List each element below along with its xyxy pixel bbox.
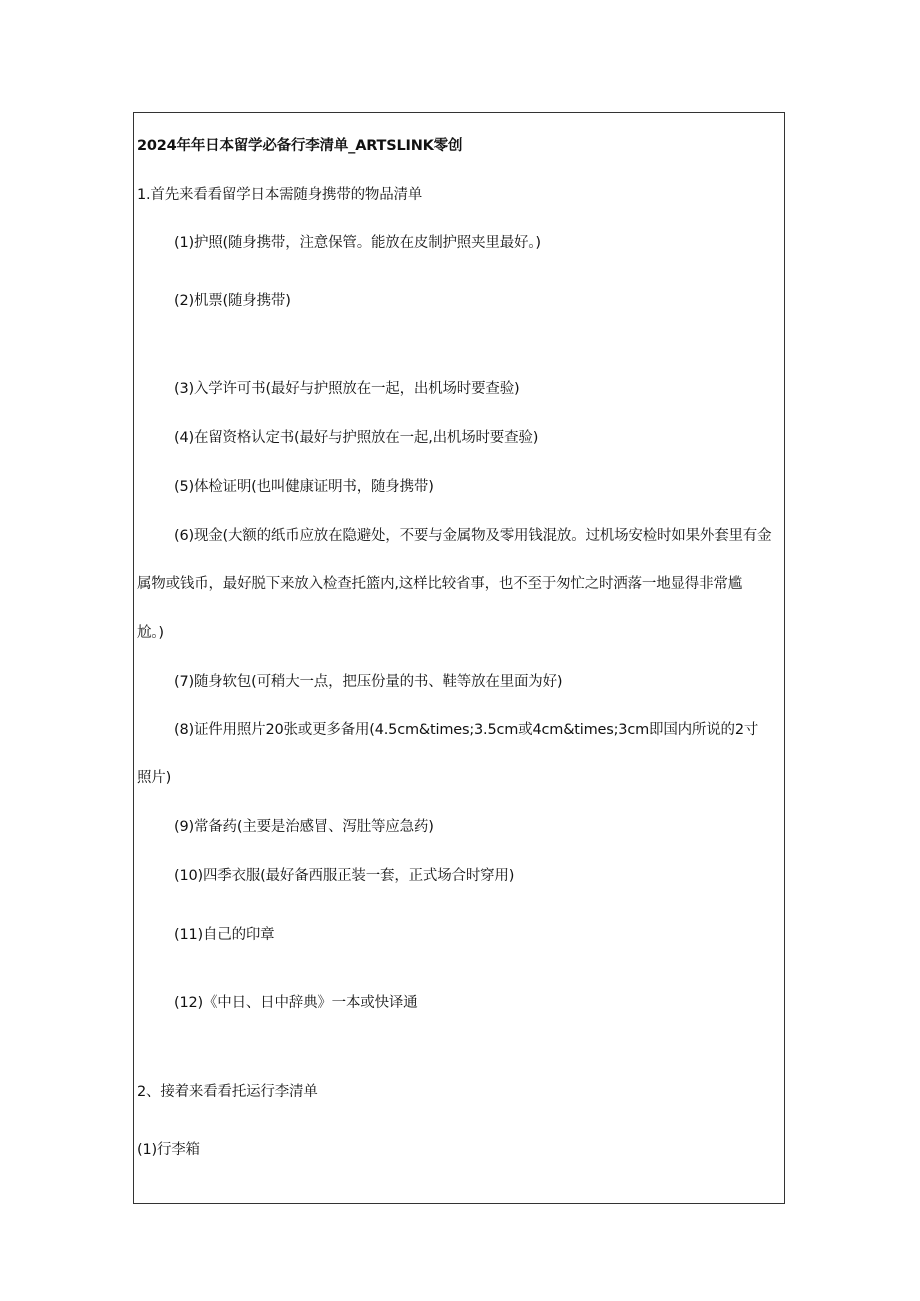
- list-item-dictionary: (12)《中日、日中辞典》一本或快译通: [174, 995, 418, 1011]
- list-item-photos-line1: (8)证件用照片20张或更多备用(4.5cm&times;3.5cm或4cm&times;3cm即国内所说的2寸: [174, 722, 759, 738]
- list-item-admission: (3)入学许可书(最好与护照放在一起，出机场时要查验): [174, 381, 520, 397]
- list-item-soft-bag: (7)随身软包(可稍大一点，把压份量的书、鞋等放在里面为好): [174, 674, 563, 690]
- list-item-seal: (11)自己的印章: [174, 927, 275, 943]
- section1-heading: 1.首先来看看留学日本需随身携带的物品清单: [137, 187, 423, 203]
- list-item-suitcase: (1)行李箱: [137, 1142, 200, 1158]
- list-item-ticket: (2)机票(随身携带): [174, 293, 291, 309]
- list-item-residence-cert: (4)在留资格认定书(最好与护照放在一起,出机场时要查验): [174, 430, 539, 446]
- section2-heading: 2、接着来看看托运行李清单: [137, 1084, 318, 1100]
- list-item-cash-line1: (6)现金(大额的纸币应放在隐避处，不要与金属物及零用钱混放。过机场安检时如果外套里有金: [174, 528, 772, 544]
- document-title: 2024年年日本留学必备行李清单_ARTSLINK零创: [137, 138, 463, 154]
- list-item-passport: (1)护照(随身携带，注意保管。能放在皮制护照夹里最好。): [174, 235, 541, 251]
- list-item-health-cert: (5)体检证明(也叫健康证明书，随身携带): [174, 479, 434, 495]
- list-item-medicine: (9)常备药(主要是治感冒、泻肚等应急药): [174, 819, 434, 835]
- list-item-clothes: (10)四季衣服(最好备西服正装一套，正式场合时穿用): [174, 868, 515, 884]
- document-frame: [133, 112, 785, 1204]
- list-item-cash-line3: 尬。): [137, 625, 164, 641]
- list-item-cash-line2: 属物或钱币，最好脱下来放入检查托篮内,这样比较省事，也不至于匆忙之时洒落一地显得非常尴: [137, 576, 743, 592]
- list-item-photos-line2: 照片): [137, 770, 172, 786]
